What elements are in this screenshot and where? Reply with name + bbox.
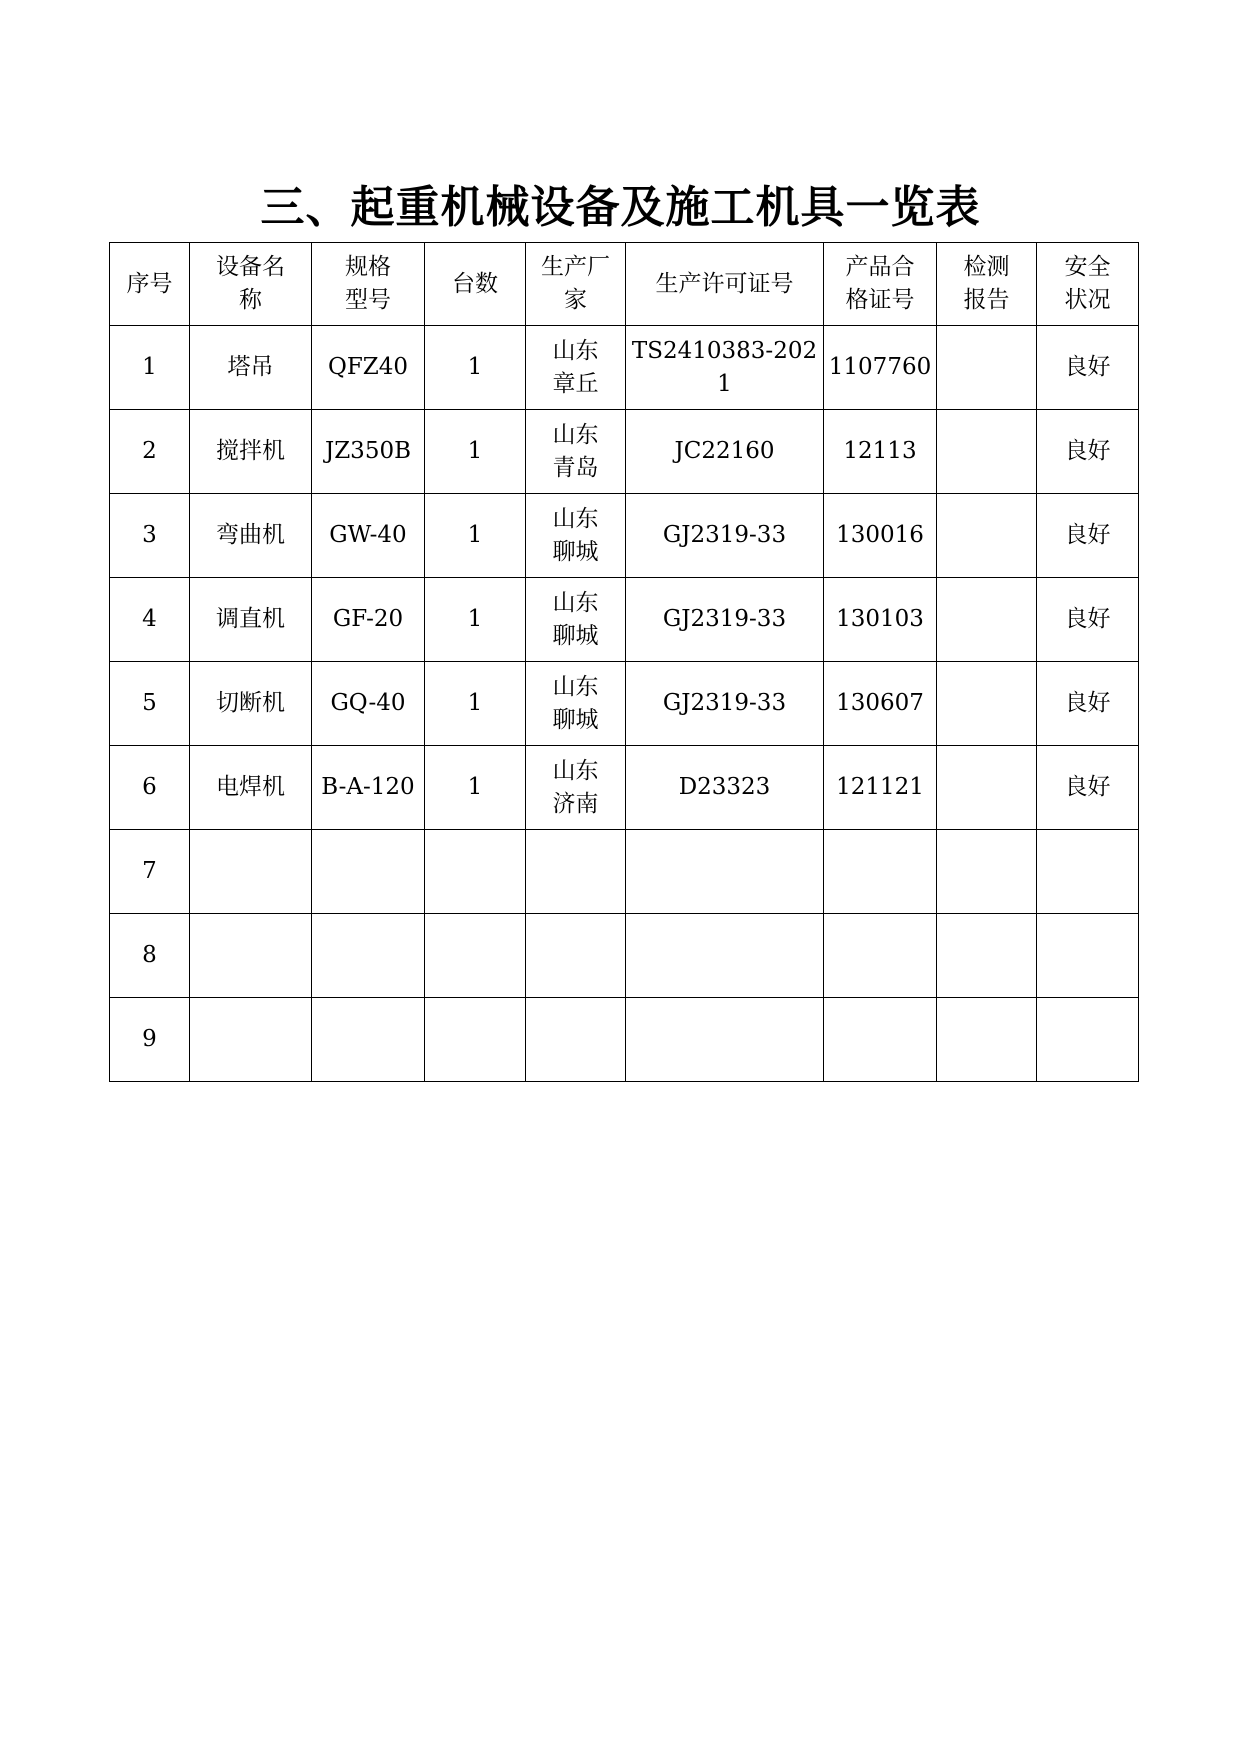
- cell-quantity: [425, 998, 526, 1082]
- cell-production-license: [626, 998, 824, 1082]
- cell-manufacturer: [526, 998, 626, 1082]
- cell-certificate: 121121: [824, 746, 937, 830]
- cell-equipment-name: [190, 998, 312, 1082]
- cell-inspection-report: [937, 830, 1037, 914]
- cell-index: 5: [110, 662, 190, 746]
- cell-inspection-report: [937, 662, 1037, 746]
- cell-manufacturer: 山东 章丘: [526, 326, 626, 410]
- cell-model: GQ-40: [312, 662, 425, 746]
- cell-manufacturer: 山东 济南: [526, 746, 626, 830]
- equipment-table: [109, 242, 1139, 1082]
- cell-inspection-report: [937, 578, 1037, 662]
- cell-production-license: [626, 830, 824, 914]
- table-row: [110, 914, 1139, 998]
- table-row: [110, 746, 1139, 830]
- cell-quantity: 1: [425, 662, 526, 746]
- cell-model: [312, 914, 425, 998]
- cell-equipment-name: 弯曲机: [190, 494, 312, 578]
- cell-equipment-name: 电焊机: [190, 746, 312, 830]
- cell-safety-status: 良好: [1037, 578, 1139, 662]
- cell-index: 2: [110, 410, 190, 494]
- cell-model: QFZ40: [312, 326, 425, 410]
- cell-manufacturer: [526, 830, 626, 914]
- cell-production-license: D23323: [626, 746, 824, 830]
- cell-safety-status: [1037, 914, 1139, 998]
- cell-production-license: GJ2319-33: [626, 494, 824, 578]
- cell-certificate: [824, 914, 937, 998]
- cell-inspection-report: [937, 998, 1037, 1082]
- cell-manufacturer: [526, 914, 626, 998]
- table-row: [110, 326, 1139, 410]
- table-row: [110, 578, 1139, 662]
- cell-certificate: 1107760: [824, 326, 937, 410]
- cell-quantity: 1: [425, 578, 526, 662]
- table-row: [110, 662, 1139, 746]
- cell-manufacturer: 山东 青岛: [526, 410, 626, 494]
- cell-inspection-report: [937, 746, 1037, 830]
- cell-production-license: TS2410383-2021: [626, 326, 824, 410]
- table-row: [110, 830, 1139, 914]
- cell-index: 7: [110, 830, 190, 914]
- cell-model: [312, 998, 425, 1082]
- cell-index: 1: [110, 326, 190, 410]
- header-quantity: 台数: [425, 243, 526, 326]
- page-title: 三、起重机械设备及施工机具一览表: [260, 182, 981, 233]
- cell-certificate: [824, 998, 937, 1082]
- cell-equipment-name: [190, 914, 312, 998]
- cell-equipment-name: [190, 830, 312, 914]
- cell-equipment-name: 搅拌机: [190, 410, 312, 494]
- cell-inspection-report: [937, 410, 1037, 494]
- cell-model: GW-40: [312, 494, 425, 578]
- cell-quantity: [425, 830, 526, 914]
- cell-manufacturer: 山东 聊城: [526, 662, 626, 746]
- cell-inspection-report: [937, 326, 1037, 410]
- cell-safety-status: 良好: [1037, 662, 1139, 746]
- cell-production-license: GJ2319-33: [626, 578, 824, 662]
- header-equipment-name: 设备名 称: [190, 243, 312, 326]
- cell-equipment-name: 切断机: [190, 662, 312, 746]
- cell-model: [312, 830, 425, 914]
- cell-model: B-A-120: [312, 746, 425, 830]
- cell-certificate: 130016: [824, 494, 937, 578]
- cell-equipment-name: 调直机: [190, 578, 312, 662]
- cell-model: JZ350B: [312, 410, 425, 494]
- header-production-license: 生产许可证号: [626, 243, 824, 326]
- cell-inspection-report: [937, 914, 1037, 998]
- header-inspection-report: 检测 报告: [937, 243, 1037, 326]
- cell-inspection-report: [937, 494, 1037, 578]
- cell-index: 8: [110, 914, 190, 998]
- cell-index: 6: [110, 746, 190, 830]
- cell-production-license: JC22160: [626, 410, 824, 494]
- cell-certificate: 12113: [824, 410, 937, 494]
- cell-safety-status: 良好: [1037, 326, 1139, 410]
- cell-safety-status: [1037, 998, 1139, 1082]
- cell-manufacturer: 山东 聊城: [526, 578, 626, 662]
- header-certificate: 产品合 格证号: [824, 243, 937, 326]
- cell-production-license: GJ2319-33: [626, 662, 824, 746]
- cell-safety-status: 良好: [1037, 410, 1139, 494]
- cell-safety-status: [1037, 830, 1139, 914]
- header-manufacturer: 生产厂 家: [526, 243, 626, 326]
- cell-index: 9: [110, 998, 190, 1082]
- cell-quantity: 1: [425, 326, 526, 410]
- cell-manufacturer: 山东 聊城: [526, 494, 626, 578]
- cell-safety-status: 良好: [1037, 494, 1139, 578]
- table-row: [110, 410, 1139, 494]
- cell-model: GF-20: [312, 578, 425, 662]
- table-row: [110, 494, 1139, 578]
- cell-quantity: 1: [425, 494, 526, 578]
- table-header-row: [110, 243, 1139, 326]
- cell-equipment-name: 塔吊: [190, 326, 312, 410]
- cell-safety-status: 良好: [1037, 746, 1139, 830]
- cell-index: 4: [110, 578, 190, 662]
- table-body: [110, 326, 1139, 1082]
- cell-quantity: 1: [425, 410, 526, 494]
- cell-production-license: [626, 914, 824, 998]
- cell-index: 3: [110, 494, 190, 578]
- table-row: [110, 998, 1139, 1082]
- cell-quantity: 1: [425, 746, 526, 830]
- cell-certificate: [824, 830, 937, 914]
- header-index: 序号: [110, 243, 190, 326]
- header-safety-status: 安全 状况: [1037, 243, 1139, 326]
- cell-certificate: 130607: [824, 662, 937, 746]
- cell-certificate: 130103: [824, 578, 937, 662]
- cell-quantity: [425, 914, 526, 998]
- header-model: 规格 型号: [312, 243, 425, 326]
